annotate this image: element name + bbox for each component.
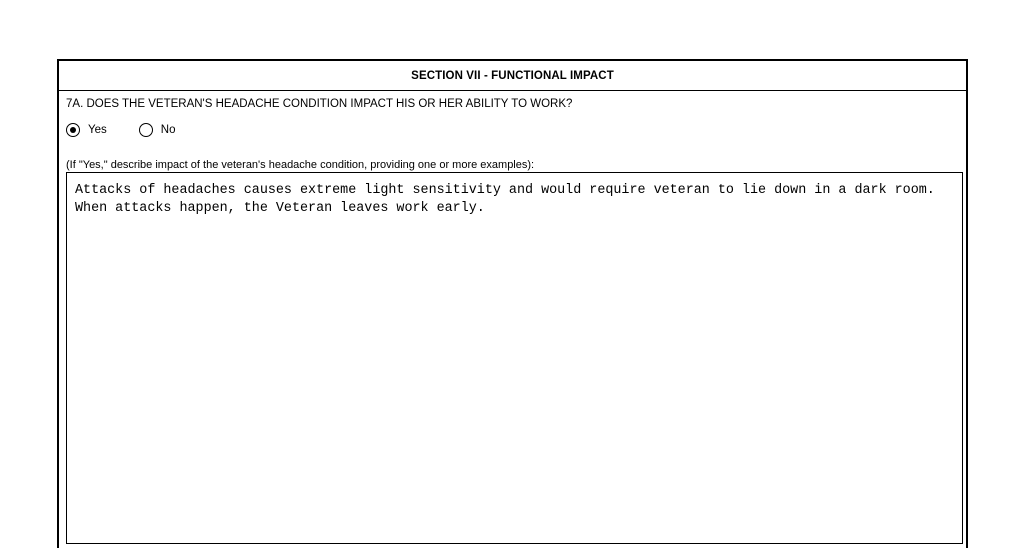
- work-impact-radio-group: [66, 123, 175, 137]
- work-impact-response-field[interactable]: Attacks of headaches causes extreme light sensitivity and would require veteran to lie down in a dark room. When attacks happen, the Veteran leaves work early.: [66, 172, 963, 544]
- response-instructions: (If "Yes," describe impact of the veteran's headache condition, providing one or more examples):: [66, 159, 535, 171]
- question-7a-label: 7A. DOES THE VETERAN'S HEADACHE CONDITION IMPACT HIS OR HER ABILITY TO WORK?: [66, 98, 573, 110]
- radio-option-yes[interactable]: [66, 123, 107, 137]
- section-title: SECTION VII - FUNCTIONAL IMPACT: [59, 61, 966, 91]
- functional-impact-section: [57, 59, 968, 548]
- radio-label-yes: Yes: [88, 124, 107, 136]
- radio-button-no[interactable]: [139, 123, 153, 137]
- radio-button-yes[interactable]: [66, 123, 80, 137]
- radio-selected-dot: [70, 127, 76, 133]
- radio-option-no[interactable]: [139, 123, 176, 137]
- radio-label-no: No: [160, 124, 176, 136]
